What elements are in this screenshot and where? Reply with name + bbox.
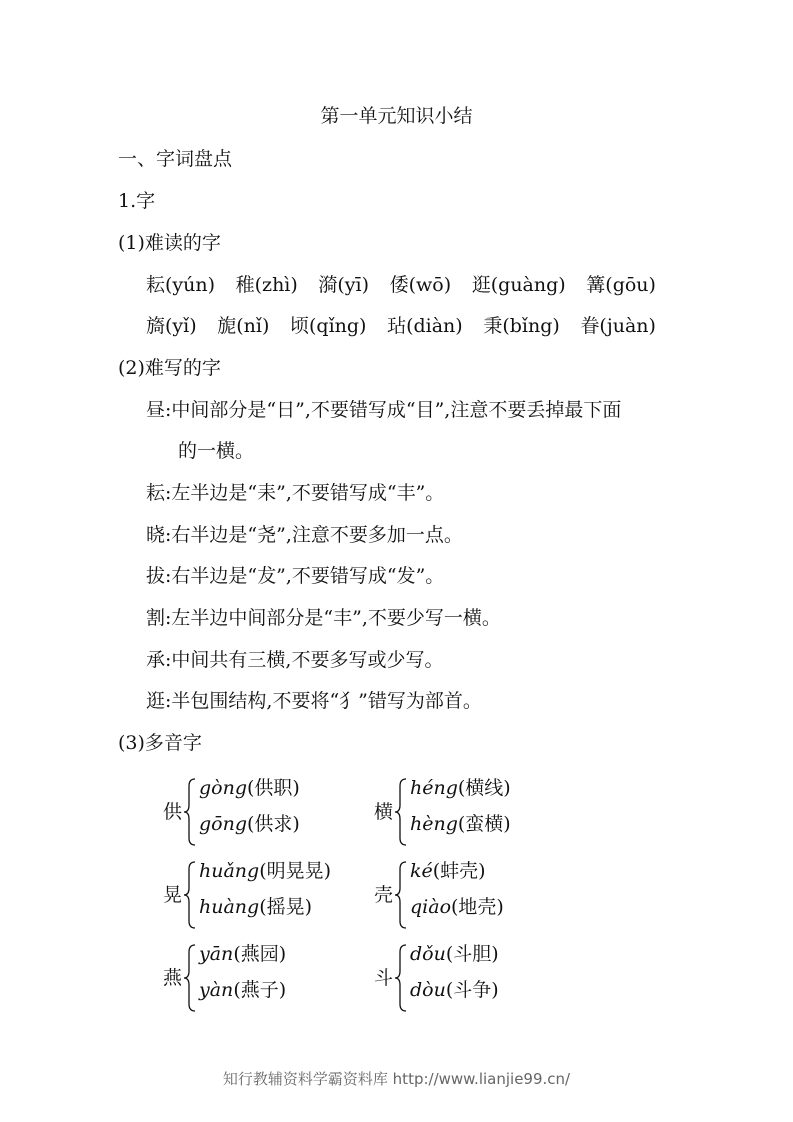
write-note-item: 昼:中间部分是“日”,不要错写成“目”,注意不要丢掉最下面 — [146, 399, 622, 421]
write-note-item: 拔:右半边是“犮”,不要错写成“发”。 — [146, 565, 445, 587]
write-note-item: 晓:右半边是“尧”,注意不要多加一点。 — [146, 524, 463, 546]
curly-brace-icon — [183, 861, 197, 929]
page-title: 第一单元知识小结 — [320, 105, 473, 127]
reading-1 — [199, 859, 331, 883]
polyphonic-group — [374, 858, 564, 932]
pinyin: yàn — [199, 979, 234, 1001]
pinyin: gòng — [199, 777, 248, 799]
reading-2 — [199, 895, 312, 919]
difficult-read-row-1 — [146, 273, 656, 297]
curly-brace-icon — [183, 778, 197, 846]
heading-polyphonic: (3)多音字 — [118, 732, 202, 754]
pinyin: gōng — [199, 813, 248, 835]
example-word: (摇晃) — [259, 896, 313, 918]
pinyin: dòu — [410, 979, 446, 1001]
write-note-item: 逛:半包围结构,不要将“犭”错写为部首。 — [146, 690, 482, 712]
pinyin: huǎng — [199, 860, 260, 882]
difficult-read-row-2 — [146, 314, 656, 338]
reading-1 — [199, 776, 300, 800]
example-word: (供职) — [247, 777, 300, 799]
pinyin: héng — [410, 777, 458, 799]
polyphonic-group — [374, 775, 564, 849]
vocab-item: 耘(yún) — [146, 274, 216, 296]
pinyin: dǒu — [410, 943, 446, 965]
example-word: (燕子) — [233, 979, 287, 1001]
heading-difficult-write: (2)难写的字 — [118, 357, 221, 379]
vocab-item: 倭(wō) — [389, 274, 452, 296]
write-note-item: 耘:左半边是“耒”,不要错写成“丰”。 — [146, 482, 445, 504]
polyphonic-char: 供 — [163, 801, 183, 823]
pinyin: ké — [410, 860, 433, 882]
reading-1 — [410, 776, 511, 800]
curly-brace-icon — [394, 861, 408, 929]
reading-1 — [410, 942, 499, 966]
reading-2 — [199, 812, 300, 836]
example-word: (地壳) — [451, 896, 504, 918]
vocab-item: 顷(qǐng) — [290, 315, 367, 337]
example-word: (斗胆) — [445, 943, 499, 965]
vocab-item: 秉(bǐng) — [483, 315, 560, 337]
write-note-item: 承:中间共有三横,不要多写或少写。 — [146, 649, 444, 671]
curly-brace-icon — [394, 944, 408, 1012]
polyphonic-char: 燕 — [163, 967, 183, 989]
example-word: (燕园) — [233, 943, 287, 965]
example-word: (蚌壳) — [432, 860, 486, 882]
polyphonic-char: 晃 — [163, 884, 183, 906]
polyphonic-group — [163, 941, 353, 1015]
reading-2 — [410, 895, 504, 919]
reading-2 — [410, 812, 511, 836]
polyphonic-char: 斗 — [374, 967, 394, 989]
reading-1 — [410, 859, 486, 883]
vocab-item: 篝(gōu) — [586, 274, 656, 296]
polyphonic-char: 壳 — [374, 884, 394, 906]
subsection-characters: 1.字 — [118, 190, 156, 212]
vocab-item: 旎(nǐ) — [217, 315, 270, 337]
vocab-item: 玷(diàn) — [387, 315, 463, 337]
vocab-item: 漪(yī) — [318, 274, 370, 296]
example-word: (斗争) — [445, 979, 499, 1001]
heading-difficult-read: (1)难读的字 — [118, 232, 221, 254]
example-word: (明晃晃) — [259, 860, 332, 882]
curly-brace-icon — [394, 778, 408, 846]
reading-2 — [199, 978, 286, 1002]
pinyin: hèng — [410, 813, 458, 835]
vocab-item: 眷(juàn) — [580, 315, 656, 337]
polyphonic-char: 横 — [374, 801, 394, 823]
curly-brace-icon — [183, 944, 197, 1012]
example-word: (供求) — [247, 813, 300, 835]
reading-1 — [199, 942, 286, 966]
write-note-continuation: 的一横。 — [178, 440, 255, 462]
reading-2 — [410, 978, 499, 1002]
pinyin: huàng — [199, 896, 260, 918]
vocab-item: 旖(yǐ) — [146, 315, 197, 337]
polyphonic-group — [163, 858, 353, 932]
vocab-item: 逛(guàng) — [471, 274, 566, 296]
write-note-item: 割:左半边中间部分是“丰”,不要少写一横。 — [146, 607, 501, 629]
example-word: (蛮横) — [457, 813, 511, 835]
footer-watermark: 知行教辅资料学霸资料库 http://www.lianjie99.cn/ — [222, 1070, 571, 1088]
pinyin: yān — [199, 943, 234, 965]
vocab-item: 稚(zhì) — [235, 274, 298, 296]
example-word: (横线) — [457, 777, 511, 799]
polyphonic-group — [374, 941, 564, 1015]
section-heading-vocabulary: 一、字词盘点 — [118, 148, 233, 170]
polyphonic-group — [163, 775, 353, 849]
pinyin: qiào — [410, 896, 452, 918]
